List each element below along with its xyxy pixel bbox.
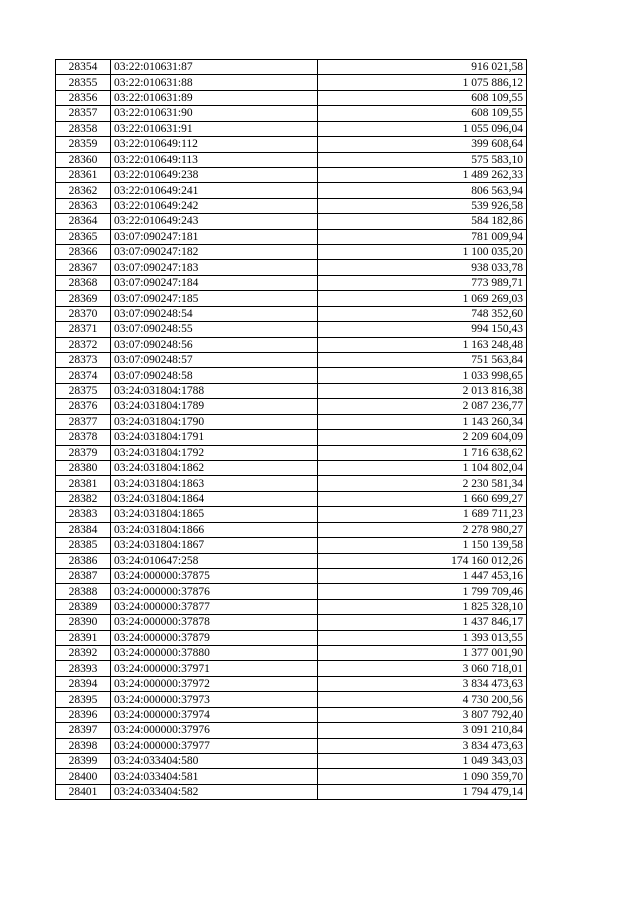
table-row bbox=[56, 245, 527, 260]
cadastral-number-cell: 03:24:000000:37972 bbox=[111, 676, 318, 691]
row-number-cell: 28379 bbox=[56, 445, 111, 460]
row-number-cell: 28388 bbox=[56, 584, 111, 599]
cadastral-value-cell: 1 069 269,03 bbox=[318, 291, 527, 306]
table-row bbox=[56, 507, 527, 522]
cadastral-value-cell: 3 091 210,84 bbox=[318, 723, 527, 738]
row-number-cell: 28396 bbox=[56, 707, 111, 722]
cadastral-number-cell: 03:24:000000:37880 bbox=[111, 646, 318, 661]
cadastral-number-cell: 03:22:010649:241 bbox=[111, 183, 318, 198]
cadastral-value-cell: 174 160 012,26 bbox=[318, 553, 527, 568]
cadastral-value-cell: 1 393 013,55 bbox=[318, 630, 527, 645]
table-row bbox=[56, 75, 527, 90]
cadastral-number-cell: 03:07:090248:54 bbox=[111, 306, 318, 321]
table-row bbox=[56, 769, 527, 784]
cadastral-number-cell: 03:24:031804:1789 bbox=[111, 399, 318, 414]
cadastral-value-cell: 584 182,86 bbox=[318, 214, 527, 229]
row-number-cell: 28377 bbox=[56, 414, 111, 429]
table-row bbox=[56, 137, 527, 152]
row-number-cell: 28387 bbox=[56, 568, 111, 583]
cadastral-number-cell: 03:24:031804:1866 bbox=[111, 522, 318, 537]
table-row bbox=[56, 183, 527, 198]
row-number-cell: 28363 bbox=[56, 198, 111, 213]
row-number-cell: 28397 bbox=[56, 723, 111, 738]
table-row bbox=[56, 723, 527, 738]
cadastral-number-cell: 03:24:031804:1788 bbox=[111, 383, 318, 398]
table-row bbox=[56, 229, 527, 244]
table-row bbox=[56, 692, 527, 707]
cadastral-value-cell: 748 352,60 bbox=[318, 306, 527, 321]
table-row bbox=[56, 152, 527, 167]
table-row bbox=[56, 414, 527, 429]
table-row bbox=[56, 491, 527, 506]
cadastral-value-cell: 3 807 792,40 bbox=[318, 707, 527, 722]
row-number-cell: 28382 bbox=[56, 491, 111, 506]
cadastral-value-cell: 608 109,55 bbox=[318, 90, 527, 105]
table-row bbox=[56, 599, 527, 614]
cadastral-value-cell: 1 049 343,03 bbox=[318, 753, 527, 768]
cadastral-value-cell: 1 794 479,14 bbox=[318, 784, 527, 799]
cadastral-value-cell: 916 021,58 bbox=[318, 60, 527, 75]
table-row bbox=[56, 676, 527, 691]
cadastral-number-cell: 03:24:000000:37875 bbox=[111, 568, 318, 583]
cadastral-value-table bbox=[55, 59, 527, 800]
table-row bbox=[56, 399, 527, 414]
table-row bbox=[56, 198, 527, 213]
cadastral-value-cell: 1 660 699,27 bbox=[318, 491, 527, 506]
cadastral-number-cell: 03:24:000000:37977 bbox=[111, 738, 318, 753]
row-number-cell: 28357 bbox=[56, 106, 111, 121]
cadastral-number-cell: 03:07:090248:55 bbox=[111, 322, 318, 337]
row-number-cell: 28360 bbox=[56, 152, 111, 167]
row-number-cell: 28358 bbox=[56, 121, 111, 136]
cadastral-value-cell: 1 716 638,62 bbox=[318, 445, 527, 460]
cadastral-value-cell: 2 278 980,27 bbox=[318, 522, 527, 537]
cadastral-number-cell: 03:07:090248:58 bbox=[111, 368, 318, 383]
table-row bbox=[56, 106, 527, 121]
cadastral-value-cell: 773 989,71 bbox=[318, 275, 527, 290]
table-row bbox=[56, 522, 527, 537]
row-number-cell: 28392 bbox=[56, 646, 111, 661]
table-row bbox=[56, 476, 527, 491]
cadastral-value-cell: 1 100 035,20 bbox=[318, 245, 527, 260]
cadastral-value-cell: 1 075 886,12 bbox=[318, 75, 527, 90]
cadastral-value-cell: 3 834 473,63 bbox=[318, 738, 527, 753]
cadastral-number-cell: 03:24:031804:1862 bbox=[111, 460, 318, 475]
cadastral-number-cell: 03:07:090247:181 bbox=[111, 229, 318, 244]
cadastral-value-cell: 1 447 453,16 bbox=[318, 568, 527, 583]
table-row bbox=[56, 584, 527, 599]
cadastral-number-cell: 03:07:090247:183 bbox=[111, 260, 318, 275]
table-row bbox=[56, 90, 527, 105]
cadastral-value-cell: 2 013 816,38 bbox=[318, 383, 527, 398]
cadastral-value-cell: 539 926,58 bbox=[318, 198, 527, 213]
row-number-cell: 28371 bbox=[56, 322, 111, 337]
table-row bbox=[56, 538, 527, 553]
cadastral-value-cell: 3 834 473,63 bbox=[318, 676, 527, 691]
cadastral-number-cell: 03:22:010631:87 bbox=[111, 60, 318, 75]
cadastral-value-cell: 938 033,78 bbox=[318, 260, 527, 275]
cadastral-value-cell: 1 163 248,48 bbox=[318, 337, 527, 352]
cadastral-number-cell: 03:07:090247:182 bbox=[111, 245, 318, 260]
table-row bbox=[56, 646, 527, 661]
row-number-cell: 28395 bbox=[56, 692, 111, 707]
row-number-cell: 28369 bbox=[56, 291, 111, 306]
table-row bbox=[56, 707, 527, 722]
cadastral-value-cell: 1 689 711,23 bbox=[318, 507, 527, 522]
row-number-cell: 28384 bbox=[56, 522, 111, 537]
cadastral-value-cell: 2 209 604,09 bbox=[318, 430, 527, 445]
cadastral-number-cell: 03:24:031804:1791 bbox=[111, 430, 318, 445]
cadastral-value-cell: 4 730 200,56 bbox=[318, 692, 527, 707]
cadastral-number-cell: 03:24:031804:1863 bbox=[111, 476, 318, 491]
cadastral-number-cell: 03:24:000000:37876 bbox=[111, 584, 318, 599]
row-number-cell: 28378 bbox=[56, 430, 111, 445]
cadastral-value-cell: 608 109,55 bbox=[318, 106, 527, 121]
cadastral-number-cell: 03:24:000000:37878 bbox=[111, 615, 318, 630]
row-number-cell: 28380 bbox=[56, 460, 111, 475]
row-number-cell: 28394 bbox=[56, 676, 111, 691]
cadastral-number-cell: 03:22:010631:91 bbox=[111, 121, 318, 136]
cadastral-number-cell: 03:24:033404:580 bbox=[111, 753, 318, 768]
table-row bbox=[56, 553, 527, 568]
cadastral-number-cell: 03:22:010649:243 bbox=[111, 214, 318, 229]
table-row bbox=[56, 368, 527, 383]
cadastral-value-cell: 994 150,43 bbox=[318, 322, 527, 337]
cadastral-number-cell: 03:24:010647:258 bbox=[111, 553, 318, 568]
row-number-cell: 28386 bbox=[56, 553, 111, 568]
table-row bbox=[56, 630, 527, 645]
table-row bbox=[56, 738, 527, 753]
table-row bbox=[56, 291, 527, 306]
row-number-cell: 28373 bbox=[56, 353, 111, 368]
table-row bbox=[56, 260, 527, 275]
table-row bbox=[56, 753, 527, 768]
table-row bbox=[56, 445, 527, 460]
row-number-cell: 28401 bbox=[56, 784, 111, 799]
cadastral-number-cell: 03:24:000000:37879 bbox=[111, 630, 318, 645]
cadastral-value-cell: 1 825 328,10 bbox=[318, 599, 527, 614]
cadastral-number-cell: 03:07:090248:57 bbox=[111, 353, 318, 368]
cadastral-number-cell: 03:24:000000:37973 bbox=[111, 692, 318, 707]
cadastral-value-cell: 1 437 846,17 bbox=[318, 615, 527, 630]
cadastral-number-cell: 03:24:031804:1865 bbox=[111, 507, 318, 522]
cadastral-number-cell: 03:22:010649:113 bbox=[111, 152, 318, 167]
row-number-cell: 28361 bbox=[56, 167, 111, 182]
row-number-cell: 28400 bbox=[56, 769, 111, 784]
cadastral-number-cell: 03:22:010631:88 bbox=[111, 75, 318, 90]
row-number-cell: 28356 bbox=[56, 90, 111, 105]
table-row bbox=[56, 460, 527, 475]
table-body bbox=[56, 60, 527, 800]
cadastral-value-cell: 1 090 359,70 bbox=[318, 769, 527, 784]
cadastral-number-cell: 03:24:000000:37974 bbox=[111, 707, 318, 722]
row-number-cell: 28389 bbox=[56, 599, 111, 614]
row-number-cell: 28365 bbox=[56, 229, 111, 244]
cadastral-number-cell: 03:24:000000:37976 bbox=[111, 723, 318, 738]
cadastral-number-cell: 03:24:033404:581 bbox=[111, 769, 318, 784]
cadastral-number-cell: 03:22:010649:238 bbox=[111, 167, 318, 182]
cadastral-value-cell: 575 583,10 bbox=[318, 152, 527, 167]
cadastral-number-cell: 03:07:090247:185 bbox=[111, 291, 318, 306]
cadastral-value-cell: 399 608,64 bbox=[318, 137, 527, 152]
cadastral-value-cell: 1 143 260,34 bbox=[318, 414, 527, 429]
cadastral-value-cell: 781 009,94 bbox=[318, 229, 527, 244]
cadastral-number-cell: 03:22:010649:242 bbox=[111, 198, 318, 213]
cadastral-value-cell: 806 563,94 bbox=[318, 183, 527, 198]
cadastral-value-cell: 1 489 262,33 bbox=[318, 167, 527, 182]
table-row bbox=[56, 322, 527, 337]
table-row bbox=[56, 661, 527, 676]
table-row bbox=[56, 430, 527, 445]
row-number-cell: 28367 bbox=[56, 260, 111, 275]
cadastral-value-cell: 2 230 581,34 bbox=[318, 476, 527, 491]
cadastral-number-cell: 03:22:010631:90 bbox=[111, 106, 318, 121]
row-number-cell: 28393 bbox=[56, 661, 111, 676]
table-row bbox=[56, 60, 527, 75]
table-row bbox=[56, 275, 527, 290]
cadastral-number-cell: 03:07:090247:184 bbox=[111, 275, 318, 290]
cadastral-number-cell: 03:24:031804:1792 bbox=[111, 445, 318, 460]
row-number-cell: 28354 bbox=[56, 60, 111, 75]
cadastral-value-cell: 1 799 709,46 bbox=[318, 584, 527, 599]
cadastral-value-cell: 1 377 001,90 bbox=[318, 646, 527, 661]
row-number-cell: 28370 bbox=[56, 306, 111, 321]
row-number-cell: 28362 bbox=[56, 183, 111, 198]
cadastral-value-cell: 1 055 096,04 bbox=[318, 121, 527, 136]
cadastral-value-cell: 3 060 718,01 bbox=[318, 661, 527, 676]
row-number-cell: 28390 bbox=[56, 615, 111, 630]
row-number-cell: 28368 bbox=[56, 275, 111, 290]
table-row bbox=[56, 353, 527, 368]
row-number-cell: 28364 bbox=[56, 214, 111, 229]
cadastral-number-cell: 03:24:031804:1790 bbox=[111, 414, 318, 429]
cadastral-value-cell: 1 104 802,04 bbox=[318, 460, 527, 475]
cadastral-number-cell: 03:07:090248:56 bbox=[111, 337, 318, 352]
row-number-cell: 28381 bbox=[56, 476, 111, 491]
row-number-cell: 28359 bbox=[56, 137, 111, 152]
row-number-cell: 28398 bbox=[56, 738, 111, 753]
cadastral-value-cell: 1 150 139,58 bbox=[318, 538, 527, 553]
cadastral-number-cell: 03:24:000000:37971 bbox=[111, 661, 318, 676]
row-number-cell: 28385 bbox=[56, 538, 111, 553]
cadastral-value-cell: 751 563,84 bbox=[318, 353, 527, 368]
table-row bbox=[56, 568, 527, 583]
row-number-cell: 28383 bbox=[56, 507, 111, 522]
cadastral-number-cell: 03:22:010649:112 bbox=[111, 137, 318, 152]
table-row bbox=[56, 214, 527, 229]
row-number-cell: 28376 bbox=[56, 399, 111, 414]
row-number-cell: 28399 bbox=[56, 753, 111, 768]
table-row bbox=[56, 167, 527, 182]
table-row bbox=[56, 784, 527, 799]
cadastral-number-cell: 03:22:010631:89 bbox=[111, 90, 318, 105]
cadastral-number-cell: 03:24:033404:582 bbox=[111, 784, 318, 799]
cadastral-value-cell: 1 033 998,65 bbox=[318, 368, 527, 383]
table-row bbox=[56, 383, 527, 398]
table-row bbox=[56, 306, 527, 321]
row-number-cell: 28375 bbox=[56, 383, 111, 398]
row-number-cell: 28366 bbox=[56, 245, 111, 260]
cadastral-number-cell: 03:24:000000:37877 bbox=[111, 599, 318, 614]
table-row bbox=[56, 615, 527, 630]
cadastral-number-cell: 03:24:031804:1864 bbox=[111, 491, 318, 506]
row-number-cell: 28391 bbox=[56, 630, 111, 645]
table-row bbox=[56, 337, 527, 352]
row-number-cell: 28355 bbox=[56, 75, 111, 90]
cadastral-value-cell: 2 087 236,77 bbox=[318, 399, 527, 414]
table-row bbox=[56, 121, 527, 136]
row-number-cell: 28374 bbox=[56, 368, 111, 383]
cadastral-number-cell: 03:24:031804:1867 bbox=[111, 538, 318, 553]
row-number-cell: 28372 bbox=[56, 337, 111, 352]
